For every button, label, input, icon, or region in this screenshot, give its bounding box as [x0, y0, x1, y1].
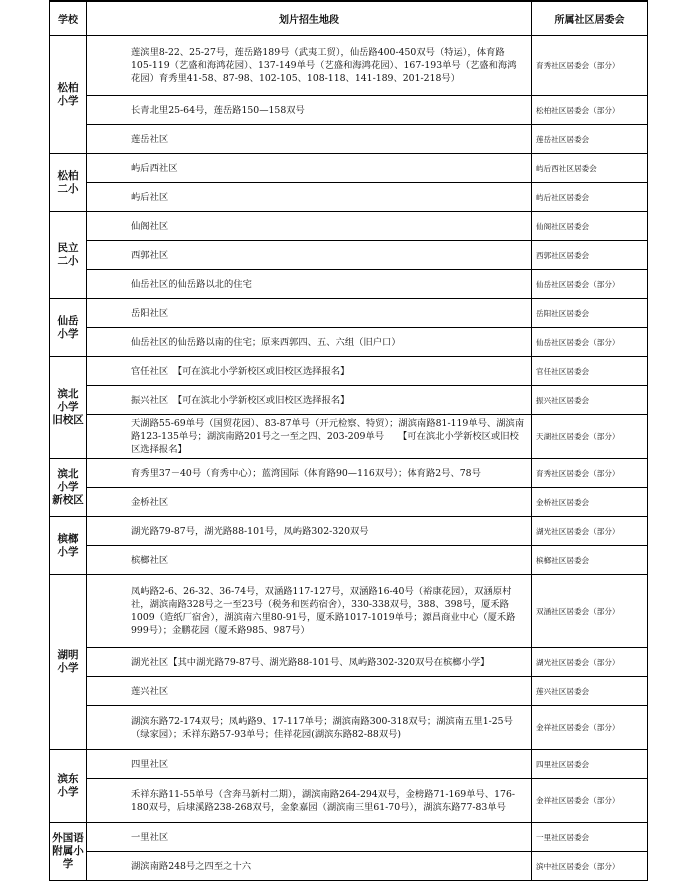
table-row	[50, 488, 648, 517]
enrollment-area: 育秀里37－40号（育秀中心）；蓝湾国际（体育路90—116双号）；体育路2号、78号	[87, 459, 532, 488]
enrollment-area: 仙阁社区	[87, 212, 532, 241]
school-name: 外国语 附属小 学	[50, 823, 87, 881]
enrollment-table	[49, 0, 648, 881]
table-body	[50, 36, 648, 881]
enrollment-area: 湖光社区【其中湖光路79-87号、湖光路88-101号、凤屿路302-320双号在槟榔小学】	[87, 648, 532, 677]
community-committee: 金祥社区居委会（部分）	[532, 779, 648, 823]
school-name: 民立 二小	[50, 212, 87, 299]
school-name: 槟榔 小学	[50, 517, 87, 575]
community-committee: 金桥社区居委会	[532, 488, 648, 517]
community-committee: 槟榔社区居委会	[532, 546, 648, 575]
enrollment-area: 振兴社区 【可在滨北小学新校区或旧校区选择报名】	[87, 386, 532, 415]
table-row	[50, 648, 648, 677]
community-committee: 屿后社区居委会	[532, 183, 648, 212]
enrollment-area: 仙岳社区的仙岳路以北的住宅	[87, 270, 532, 299]
community-committee: 湖光社区居委会（部分）	[532, 648, 648, 677]
table-row	[50, 459, 648, 488]
enrollment-area: 湖滨东路72-174双号；凤屿路9、17-117单号；湖滨南路300-318双号；湖滨南五里1-25号（绿家园）；禾祥东路57-93单号；佳祥花园(湖滨东路82-88双号)	[87, 706, 532, 750]
table-row	[50, 386, 648, 415]
table-row	[50, 125, 648, 154]
community-committee: 金祥社区居委会（部分）	[532, 706, 648, 750]
enrollment-area: 四里社区	[87, 750, 532, 779]
community-committee: 莲岳社区居委会	[532, 125, 648, 154]
community-committee: 官任社区居委会	[532, 357, 648, 386]
school-name: 仙岳 小学	[50, 299, 87, 357]
table-row	[50, 96, 648, 125]
enrollment-area: 禾祥东路11-55单号（含奔马新村二期），湖滨南路264-294双号，金榜路71-169单号、176-180双号，后埭溪路238-268双号，金象嘉园（湖滨南三里61-70号），湖滨东路77-83单号	[87, 779, 532, 823]
enrollment-area: 槟榔社区	[87, 546, 532, 575]
enrollment-area: 仙岳社区的仙岳路以南的住宅；原来西郭四、五、六组（旧户口）	[87, 328, 532, 357]
table-row	[50, 823, 648, 852]
community-committee: 仙岳社区居委会（部分）	[532, 328, 648, 357]
school-name: 湖明 小学	[50, 575, 87, 750]
table-row	[50, 241, 648, 270]
school-name: 松柏 二小	[50, 154, 87, 212]
community-committee: 育秀社区居委会（部分）	[532, 36, 648, 96]
header-school: 学校	[50, 1, 87, 36]
enrollment-area: 莲兴社区	[87, 677, 532, 706]
table-row	[50, 299, 648, 328]
enrollment-area: 屿后社区	[87, 183, 532, 212]
table-row	[50, 706, 648, 750]
enrollment-area: 天湖路55-69单号（国贸花园）、83-87单号（开元检察、特贸）；湖滨南路81-119单号、湖滨南路123-135单号；湖滨南路201号之一至之四、203-209单号 【可在滨北小学新校区或旧校区选择报名】	[87, 415, 532, 459]
table-row	[50, 517, 648, 546]
table-row	[50, 852, 648, 881]
enrollment-area: 长青北里25-64号，莲岳路150—158双号	[87, 96, 532, 125]
enrollment-area: 莲滨里8-22、25-27号，莲岳路189号（武夷工贸），仙岳路400-450双号（特运），体育路105-119（艺盛和海鸿花园）、137-149单号（艺盛和海鸿花园）、167-193单号（艺盛和海鸿花园）育秀里41-58、87-98、102-105、108-118、141-189、201-218号）	[87, 36, 532, 96]
table-row	[50, 183, 648, 212]
community-committee: 莲兴社区居委会	[532, 677, 648, 706]
enrollment-area: 一里社区	[87, 823, 532, 852]
community-committee: 西郭社区居委会	[532, 241, 648, 270]
enrollment-area: 湖滨南路248号之四至之十六	[87, 852, 532, 881]
enrollment-area: 岳阳社区	[87, 299, 532, 328]
table-row	[50, 779, 648, 823]
enrollment-area: 湖光路79-87号，湖光路88-101号，凤屿路302-320双号	[87, 517, 532, 546]
table-row	[50, 575, 648, 648]
community-committee: 仙岳社区居委会（部分）	[532, 270, 648, 299]
table-row	[50, 750, 648, 779]
community-committee: 岳阳社区居委会	[532, 299, 648, 328]
enrollment-area: 莲岳社区	[87, 125, 532, 154]
enrollment-area: 官任社区 【可在滨北小学新校区或旧校区选择报名】	[87, 357, 532, 386]
school-name: 滨东 小学	[50, 750, 87, 823]
table-row	[50, 677, 648, 706]
school-name: 滨北 小学 新校区	[50, 459, 87, 517]
table-row	[50, 546, 648, 575]
community-committee: 屿后西社区居委会	[532, 154, 648, 183]
community-committee: 松柏社区居委会（部分）	[532, 96, 648, 125]
enrollment-area: 凤屿路2-6、26-32、36-74号，双涵路117-127号，双涵路16-40号（裕康花园），双涵原村社，湖滨南路328号之一至23号（税务和医药宿舍），330-338双号，388、398号，厦禾路1009（造纸厂宿舍），湖滨南六里80-91号，厦禾路1017-1019单号；源昌商业中心（厦禾路999号）；金鹏花园（厦禾路985、987号）	[87, 575, 532, 648]
school-name: 松柏 小学	[50, 36, 87, 154]
enrollment-area: 金桥社区	[87, 488, 532, 517]
community-committee: 滨中社区居委会（部分）	[532, 852, 648, 881]
table-row	[50, 36, 648, 96]
table-row	[50, 415, 648, 459]
community-committee: 四里社区居委会	[532, 750, 648, 779]
community-committee: 振兴社区居委会	[532, 386, 648, 415]
table-row	[50, 212, 648, 241]
community-committee: 仙阁社区居委会	[532, 212, 648, 241]
community-committee: 育秀社区居委会（部分）	[532, 459, 648, 488]
table-header-row	[50, 1, 648, 36]
enrollment-area: 屿后西社区	[87, 154, 532, 183]
header-area: 划片招生地段	[87, 1, 532, 36]
community-committee: 湖光社区居委会（部分）	[532, 517, 648, 546]
table-row	[50, 154, 648, 183]
table-row	[50, 357, 648, 386]
community-committee: 双涵社区居委会（部分）	[532, 575, 648, 648]
school-name: 滨北 小学 旧校区	[50, 357, 87, 459]
community-committee: 天湖社区居委会（部分）	[532, 415, 648, 459]
table-row	[50, 270, 648, 299]
table-row	[50, 328, 648, 357]
enrollment-area: 西郭社区	[87, 241, 532, 270]
community-committee: 一里社区居委会	[532, 823, 648, 852]
header-committee: 所属社区居委会	[532, 1, 648, 36]
